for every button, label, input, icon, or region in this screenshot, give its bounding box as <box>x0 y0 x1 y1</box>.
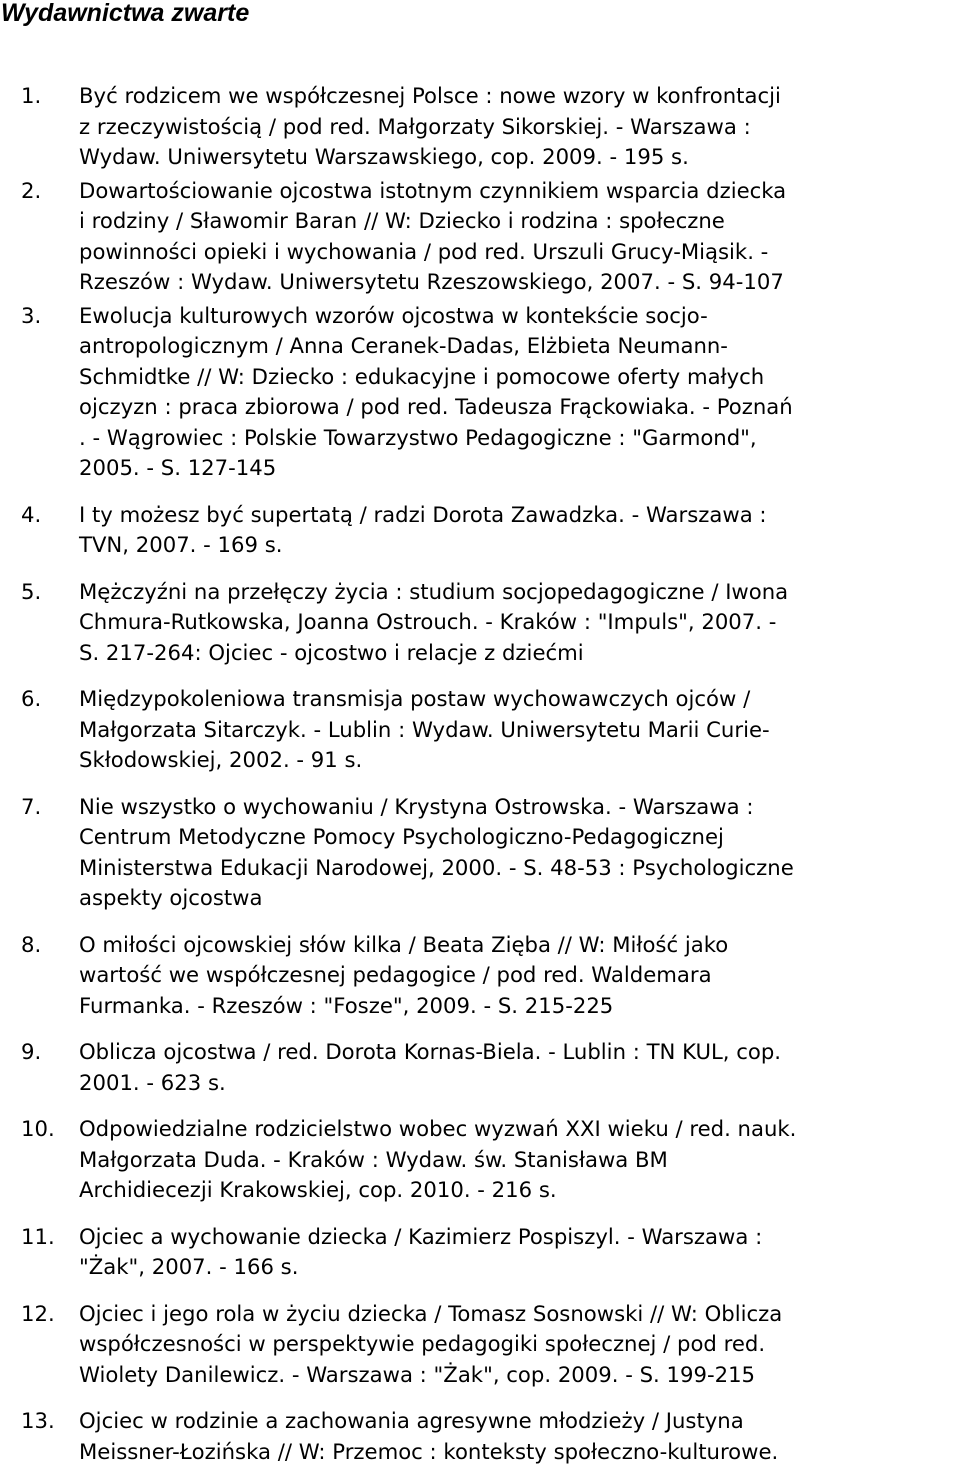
entry-text: I ty możesz być supertatą / radzi Dorota Zawadzka. - Warszawa : TVN, 2007. - 169 s. <box>79 501 767 557</box>
entry-text: Być rodzicem we współczesnej Polsce : nowe wzory w konfrontacji z rzeczywistością / pod red. Małgorzaty Sikorskiej. - Warszawa : Wydaw. Uniwersytetu Warszawskiego, cop. 2009. - 195 s. <box>79 83 781 169</box>
entry-text: O miłości ojcowskiej słów kilka / Beata Zięba // W: Miłość jako wartość we współczesnej pedagogice / pod red. Waldemara Furmanka. - Rzeszów : "Fosze", 2009. - S. 215-225 <box>79 931 729 1018</box>
entry-number: 6. <box>21 686 42 711</box>
entry-number: 9. <box>21 1039 42 1064</box>
bibliography-list <box>0 81 960 1467</box>
entry-number: 4. <box>21 501 42 527</box>
bibliography-entry-6 <box>0 684 960 776</box>
entry-number: 2. <box>21 177 42 203</box>
section-heading: Wydawnictwa zwarte <box>1 0 250 27</box>
entry-text: Dowartościowanie ojcostwa istotnym czynnikiem wsparcia dziecka i rodziny / Sławomir Baran // W: Dziecko i rodzina : społeczne powinności opieki i wychowania / pod red. Urszuli Grucy-Miąsik. - Rzeszów : Wydaw. Uniwersytetu Rzeszowskiego, 2007. - S. 94-107 <box>79 177 787 294</box>
entry-number: 5. <box>21 578 42 604</box>
bibliography-entry-4 <box>0 500 960 561</box>
entry-text: Nie wszystko o wychowaniu / Krystyna Ostrowska. - Warszawa : Centrum Metodyczne Pomocy Psychologiczno-Pedagogicznej Ministerstwa Edukacji Narodowej, 2000. - S. 48-53 : Psychologiczne aspekty ojcostwa <box>79 793 794 910</box>
entry-text: Ojciec w rodzinie a zachowania agresywne młodzieży / Justyna Meissner-Łozińska // W: Przemoc : konteksty społeczno-kulturowe. <box>79 1408 779 1464</box>
bibliography-entry-10 <box>0 1114 960 1206</box>
bibliography-entry-12 <box>0 1299 960 1391</box>
entry-text: Międzypokoleniowa transmisja postaw wychowawczych ojców / Małgorzata Sitarczyk. - Lublin : Wydaw. Uniwersytetu Marii Curie- Skłodowskiej, 2002. - 91 s. <box>79 686 770 772</box>
bibliography-entry-8 <box>0 930 960 1022</box>
bibliography-entry-13 <box>0 1406 960 1467</box>
entry-number: 12. <box>21 1300 55 1326</box>
entry-text: Ewolucja kulturowych wzorów ojcostwa w kontekście socjo- antropologicznym / Anna Ceranek-Dadas, Elżbieta Neumann- Schmidtke // W: Dziecko : edukacyjne i pomocowe oferty małych ojczyzn : praca zbiorowa / pod red. Tadeusza Frąckowiaka. - Poznań . - Wągrowiec : Polskie Towarzystwo Pedagogiczne : "Garmond", 2005. - S. 127-145 <box>79 302 793 480</box>
entry-number: 8. <box>21 931 42 957</box>
bibliography-entry-7 <box>0 792 960 914</box>
bibliography-entry-11 <box>0 1222 960 1283</box>
bibliography-entry-2 <box>0 176 960 298</box>
bibliography-entry-1 <box>0 81 960 173</box>
entry-text: Odpowiedzialne rodzicielstwo wobec wyzwań XXI wieku / red. nauk. Małgorzata Duda. - Kraków : Wydaw. św. Stanisława BM Archidiecezji Krakowskiej, cop. 2010. - 216 s. <box>79 1116 797 1202</box>
entry-number: 7. <box>21 793 42 819</box>
entry-number: 11. <box>21 1223 55 1249</box>
bibliography-entry-9 <box>0 1037 960 1098</box>
entry-text: Ojciec i jego rola w życiu dziecka / Tomasz Sosnowski // W: Oblicza współczesności w perspektywie pedagogiki społecznej / pod red. Wiolety Danilewicz. - Warszawa : "Żak", cop. 2009. - S. 199-215 <box>79 1300 783 1387</box>
entry-text: Oblicza ojcostwa / red. Dorota Kornas-Biela. - Lublin : TN KUL, cop. 2001. - 623 s. <box>79 1039 782 1095</box>
bibliography-entry-3 <box>0 301 960 484</box>
entry-number: 10. <box>21 1116 55 1141</box>
entry-text: Ojciec a wychowanie dziecka / Kazimierz Pospiszyl. - Warszawa : "Żak", 2007. - 166 s. <box>79 1223 763 1279</box>
entry-number: 1. <box>21 83 42 108</box>
entry-text: Mężczyźni na przełęczy życia : studium socjopedagogiczne / Iwona Chmura-Rutkowska, Joanna Ostrouch. - Kraków : "Impuls", 2007. - S. 217-264: Ojciec - ojcostwo i relacje z dziećmi <box>79 578 789 665</box>
entry-number: 13. <box>21 1408 55 1433</box>
bibliography-entry-5 <box>0 577 960 669</box>
entry-number: 3. <box>21 302 42 328</box>
